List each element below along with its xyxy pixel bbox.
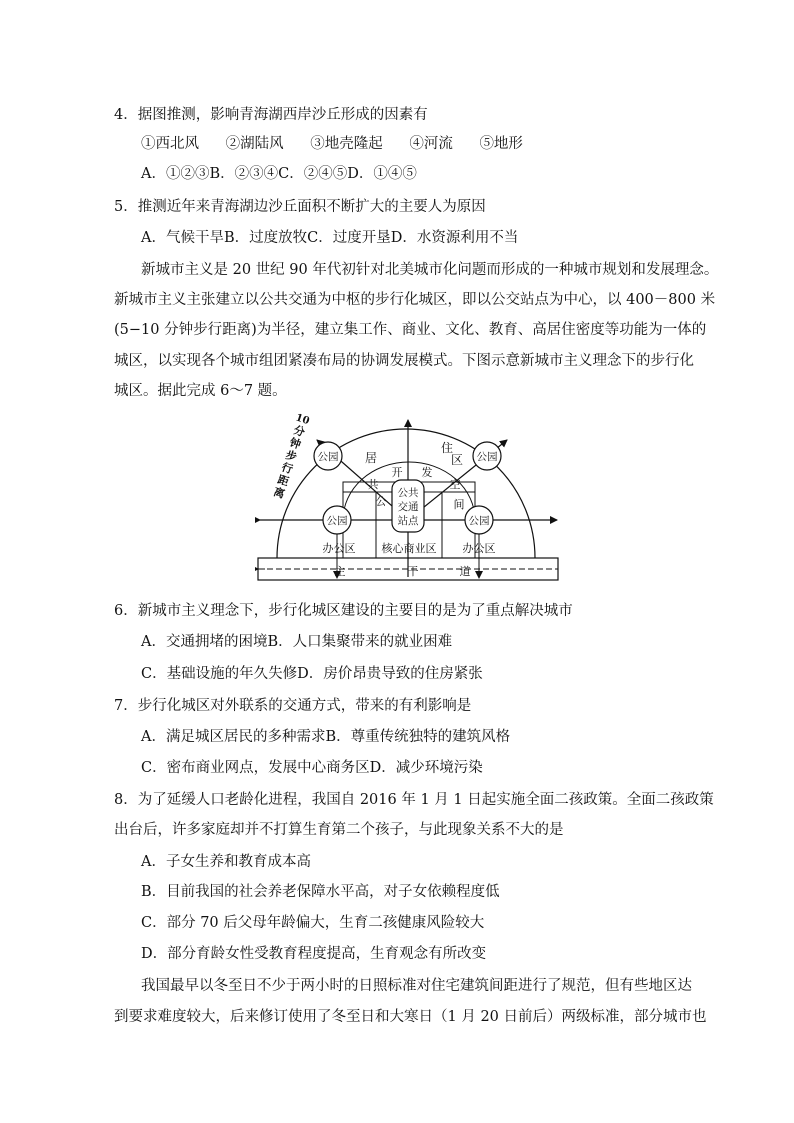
passage1-line: (5−10 分钟步行距离)为半径，建立集工作、商业、文化、教育、高居住密度等功能为一体的 [114,322,707,338]
q7-options-row1 [141,727,510,747]
q4-factor: ③地壳隆起 [310,136,383,152]
q8-option-a: A．子女生养和教育成本高 [141,854,311,870]
svg-text:距: 距 [275,472,291,489]
q4-factor: ②湖陆风 [225,136,284,152]
open-space-label: 开 [391,466,403,479]
q6-option-b: B．人口集聚带来的就业困难 [267,634,453,650]
q5-option-d: D．水资源利用不当 [390,230,519,246]
station-label: 公共 [397,487,419,499]
road-label: 干 [407,565,419,578]
open-space-label: 共 [367,478,379,491]
residential-label: 区 [450,453,464,467]
station-label: 站点 [397,515,419,527]
q4-factors [141,134,523,154]
q4-option-b: B．②③④ [209,166,279,182]
office-right-label: 办公区 [462,542,496,555]
q5-option-a: A．气候干旱 [141,230,224,246]
svg-text:离: 离 [271,485,287,502]
q6-options-row1 [141,632,452,652]
q7-option-d: D．减少环境污染 [369,760,483,776]
passage1-line: 城区，以实现各个城市组团紧凑布局的协调发展模式。下图示意新城市主义理念下的步行化 [114,353,694,369]
park-label: 公园 [468,515,490,527]
passage2-line: 到要求难度较大，后来修订使用了冬至日和大寒日（1 月 20 日前后）两级标准，部分城市也 [114,1009,707,1025]
q7-option-c: C．密布商业网点，发展中心商务区 [141,760,370,776]
q4-stem: 4．据图推测，影响青海湖西岸沙丘形成的因素有 [114,107,428,123]
q8-stem: 出台后，许多家庭却并不打算生育第二个孩子，与此现象关系不大的是 [114,822,564,838]
station-label: 交通 [397,501,419,513]
q8-option-d: D．部分育龄女性受教育程度提高，生育观念有所改变 [141,946,487,962]
q4-option-c: C．②④⑤ [278,166,348,182]
office-left-label: 办公区 [322,542,356,555]
park-label: 公园 [476,451,498,463]
svg-text:步: 步 [283,448,299,464]
q4-factor: ①西北风 [141,136,199,152]
svg-text:行: 行 [279,460,295,477]
q8-option-b: B．目前我国的社会养老保障水平高，对子女依赖程度低 [141,884,500,900]
q4-option-a: A．①②③ [141,166,210,182]
q6-stem: 6．新城市主义理念下，步行化城区建设的主要目的是为了重点解决城市 [114,603,573,619]
passage2-line: 我国最早以冬至日不少于两小时的日照标准对住宅建筑间距进行了规范，但有些地区达 [141,978,692,994]
q8-stem: 8．为了延缓人口老龄化进程，我国自 2016 年 1 月 1 日起实施全面二孩政策。全面二孩政策 [114,792,714,808]
svg-text:10: 10 [294,412,311,428]
core-label: 核心商业区 [381,542,437,555]
passage1-line: 城区。据此完成 6～7 题。 [114,383,287,399]
q6-options-row2 [141,664,483,684]
q4-factor: ⑤地形 [479,136,523,152]
open-space-label: 间 [453,498,465,511]
open-space-label: 空 [449,478,461,491]
passage1-line: 新城市主义主张建立以公共交通为中枢的步行化城区，即以公交站点为中心，以 400－800 米 [114,292,716,308]
road-label: 主 [334,565,346,578]
q4-option-d: D．①④⑤ [347,166,417,182]
q7-option-b: B．尊重传统独特的建筑风格 [325,729,511,745]
q5-options [141,228,518,248]
open-space-label: 公 [375,495,387,508]
q8-option-c: C．部分 70 后父母年龄偏大，生育二孩健康风险较大 [141,915,485,931]
svg-text:钟: 钟 [287,435,303,452]
q5-stem: 5．推测近年来青海湖边沙丘面积不断扩大的主要人为原因 [114,199,486,215]
q7-option-a: A．满足城区居民的多种需求 [141,729,326,745]
park-label: 公园 [326,515,348,527]
q4-options [141,164,417,184]
pedestrian-district-diagram [255,412,565,587]
q6-option-c: C．基础设施的年久失修 [141,666,298,682]
residential-label: 居 [364,451,378,465]
open-space-label: 发 [421,466,433,479]
road-label: 道 [459,565,471,578]
q4-factor: ④河流 [409,136,453,152]
q5-option-c: C．过度开垦 [307,230,391,246]
q6-option-d: D．房价昂贵导致的住房紧张 [297,666,483,682]
residential-label: 住 [440,441,454,455]
q7-options-row2 [141,758,483,778]
park-label: 公园 [317,451,339,463]
radius-label [270,412,311,501]
q5-option-b: B．过度放牧 [223,230,308,246]
q7-stem: 7．步行化城区对外联系的交通方式，带来的有利影响是 [114,698,472,714]
q6-option-a: A．交通拥堵的困境 [141,634,268,650]
passage1-line: 新城市主义是 20 世纪 90 年代初针对北美城市化问题而形成的一种城市规划和发展理念。 [141,262,719,278]
svg-text:分: 分 [291,423,307,440]
